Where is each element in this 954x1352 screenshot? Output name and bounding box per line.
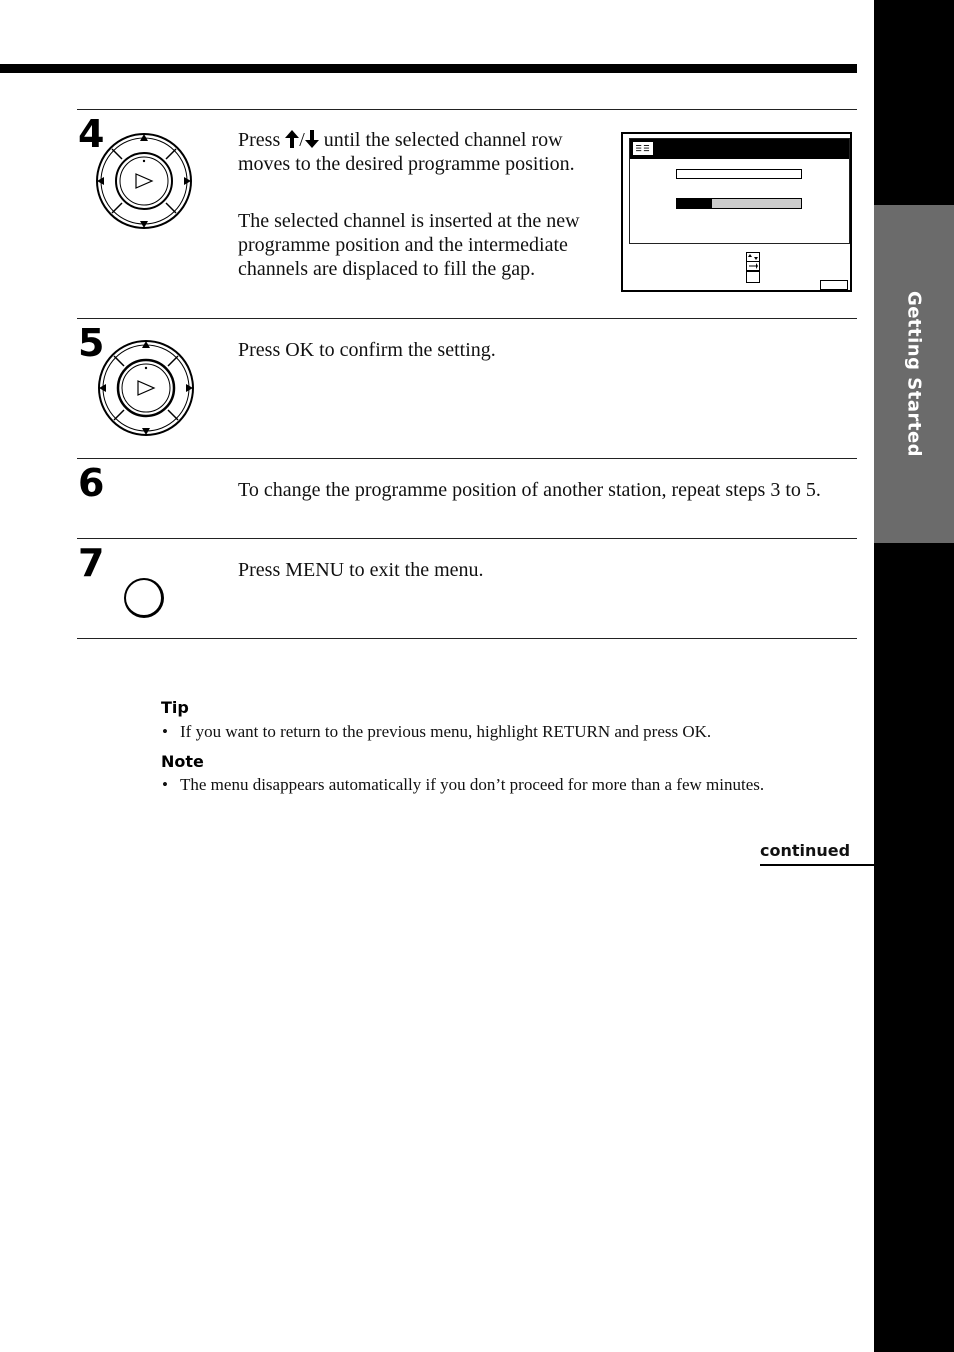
continued-rule [760,864,874,866]
divider [77,638,857,639]
divider [77,109,857,110]
step-4-explanation: The selected channel is inserted at the new programme position and the intermediate channels are displaced to fill the gap. [238,210,580,280]
step-4-instruction: Press / until the selected channel row moves to the desired programme position. [238,129,575,175]
osd-selected-row [676,198,802,209]
divider [77,538,857,539]
down-arrow-icon [305,130,319,148]
step-6-instruction: To change the programme position of another station, repeat steps 3 to 5. [238,479,821,501]
remote-dial-icon [96,338,196,438]
osd-menu-icon [632,141,654,156]
right-margin-band [874,0,954,1352]
step-number: 4 [78,112,105,156]
tip-item: • If you want to return to the previous menu, highlight RETURN and press OK. [162,722,712,741]
osd-screen [621,132,852,292]
step-number: 7 [78,541,105,585]
osd-header-bar [630,139,849,159]
osd-ok-icon [746,271,760,283]
step-5-instruction: Press OK to confirm the setting. [238,339,496,361]
note-item: • The menu disappears automatically if you don’t proceed for more than a few minutes. [162,775,765,794]
top-rule [0,64,857,73]
osd-panel [629,138,850,244]
osd-enter-icon [746,261,760,271]
menu-button-icon [124,578,164,618]
tip-heading: Tip [161,698,189,717]
up-arrow-icon [285,130,299,148]
section-tab-label: Getting Started [903,290,925,458]
step-number: 6 [78,461,105,505]
osd-return-box [820,280,848,290]
step-number: 5 [78,321,105,365]
step-7-instruction: Press MENU to exit the menu. [238,559,484,581]
divider [77,458,857,459]
continued-label: continued [760,841,851,860]
remote-dial-icon [94,131,194,231]
note-heading: Note [161,752,204,771]
osd-row [676,169,802,179]
divider [77,318,857,319]
